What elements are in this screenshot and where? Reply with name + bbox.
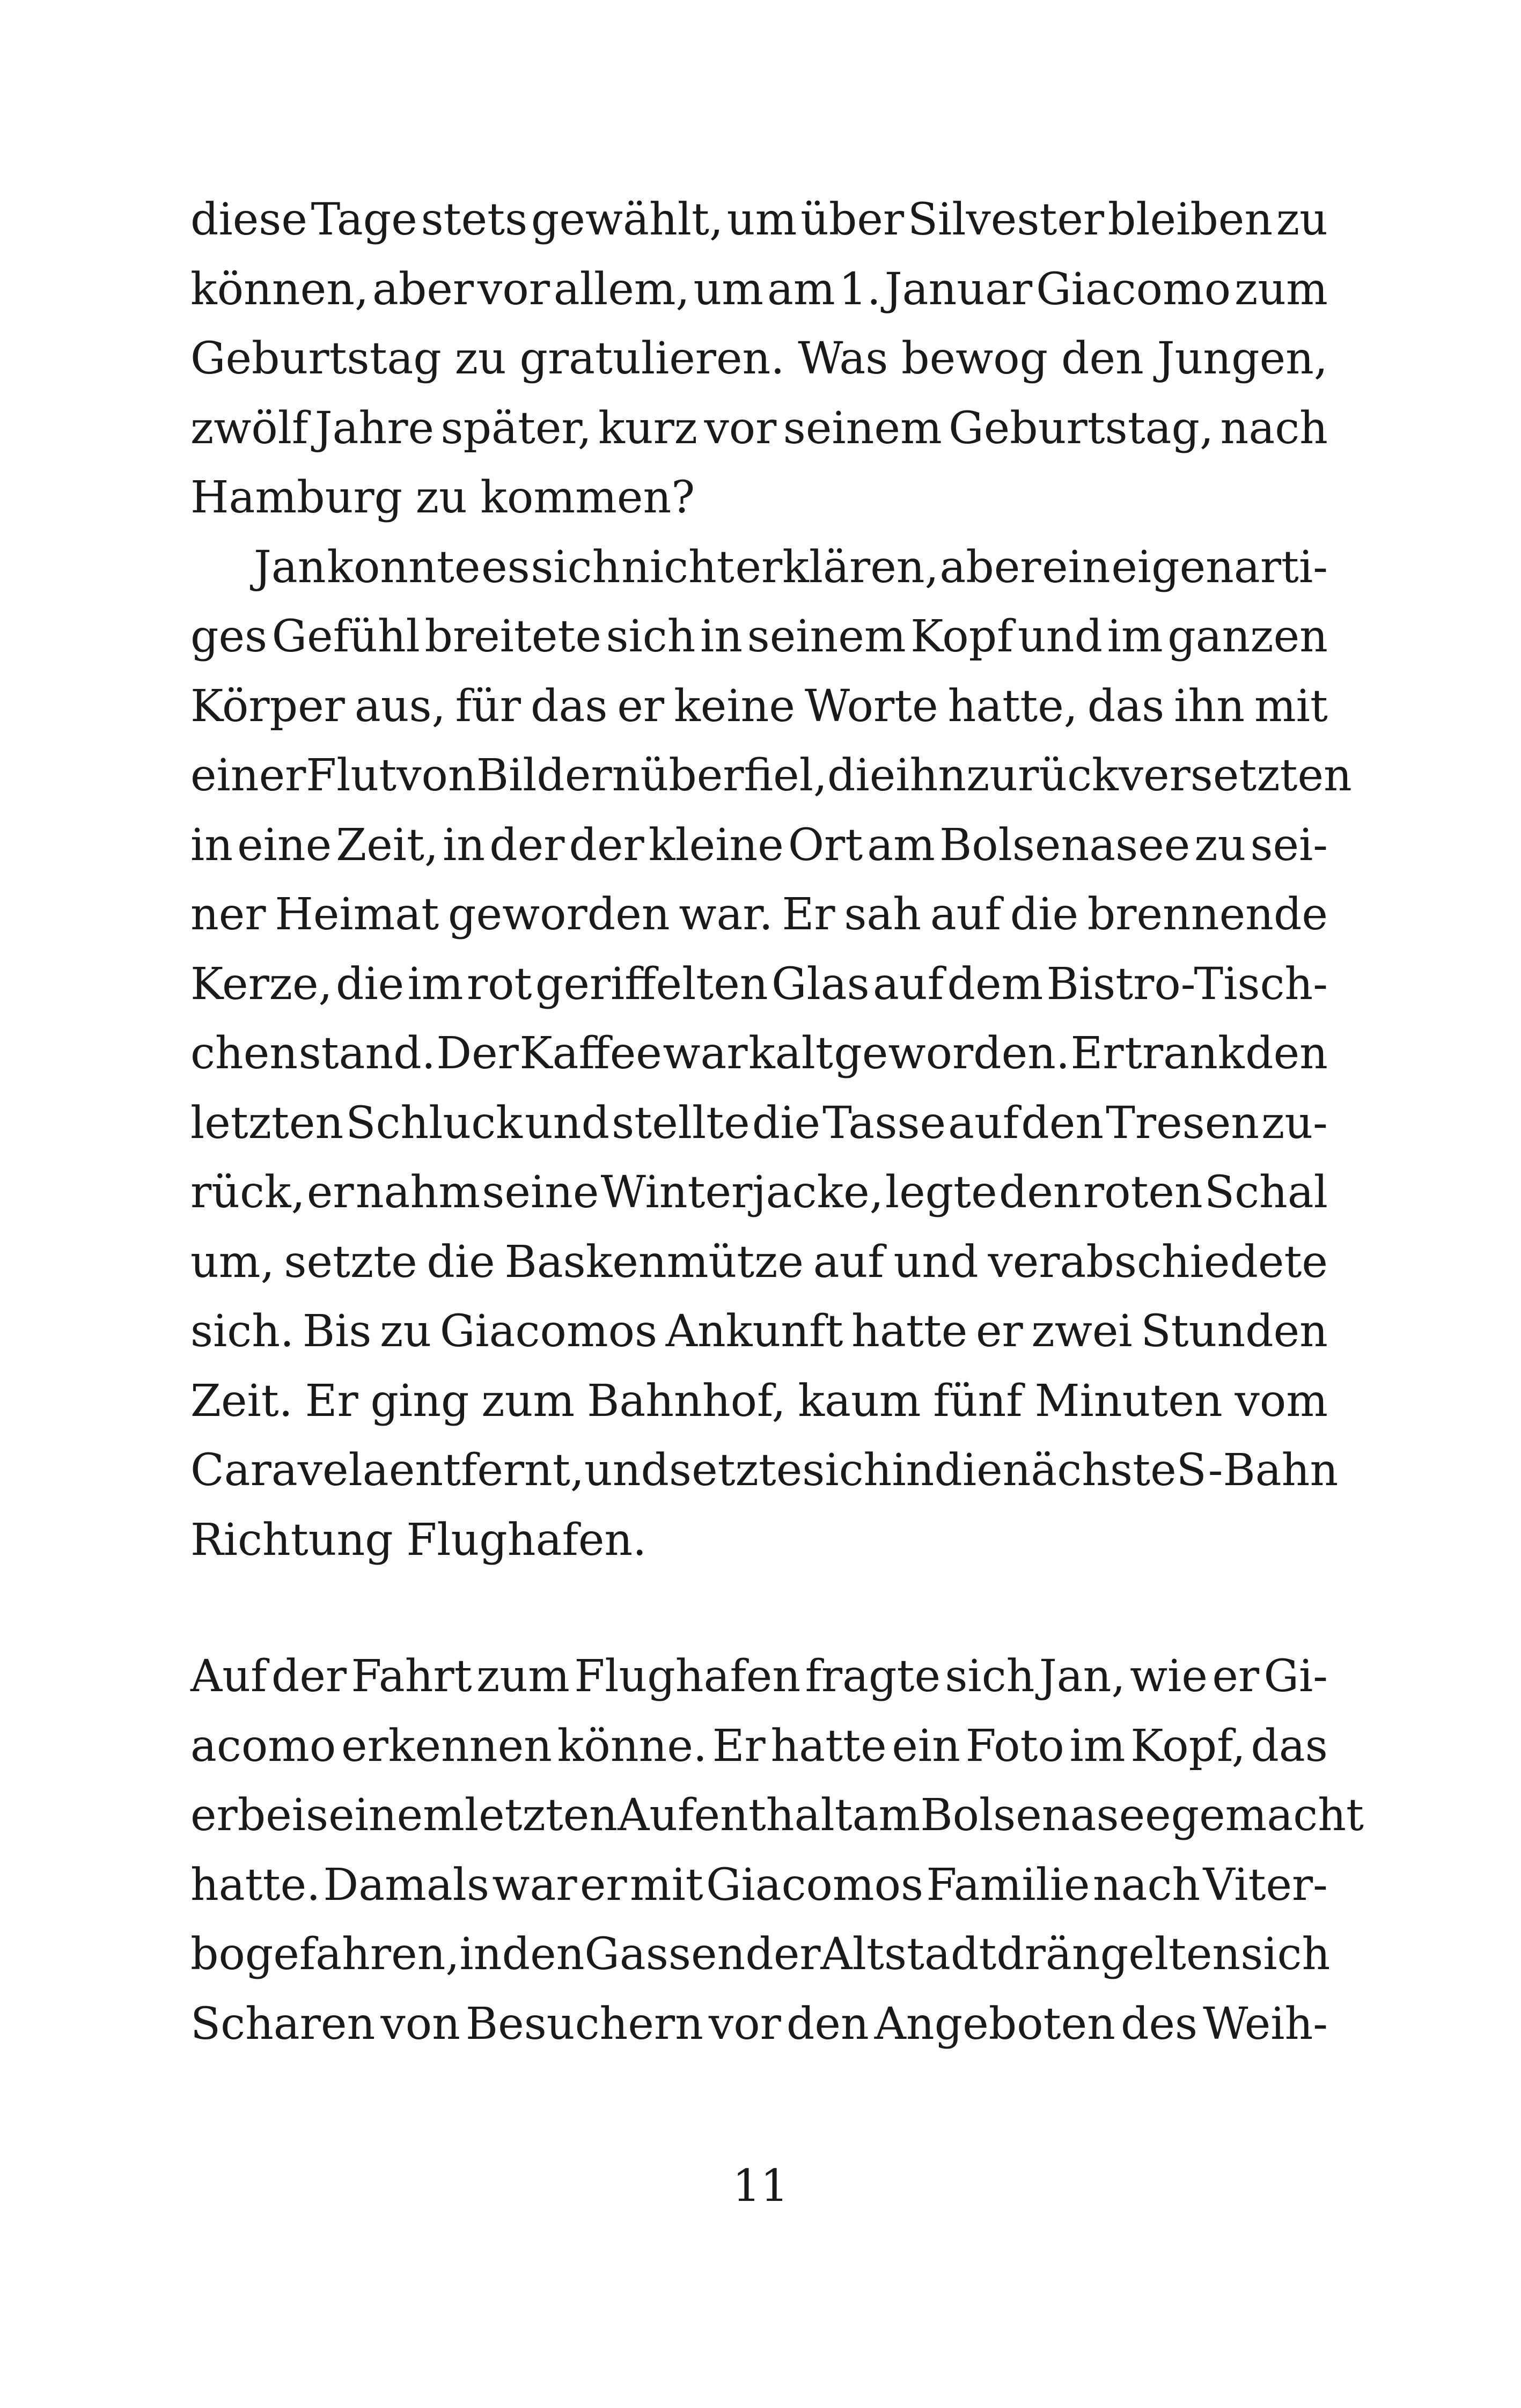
word: Flughafen. xyxy=(406,1514,647,1566)
word: Giacomos xyxy=(706,1859,924,1911)
word: gewählt, xyxy=(531,194,724,245)
word: Caravela xyxy=(190,1445,389,1496)
word: bleiben xyxy=(1107,194,1273,245)
word: die xyxy=(752,1097,821,1149)
word: Bistro-Tisch- xyxy=(1046,958,1328,1010)
word: sich xyxy=(606,611,696,662)
word: die xyxy=(827,750,896,801)
word: letzten xyxy=(190,1097,344,1149)
word: Gassen xyxy=(584,1929,746,1980)
word: Heimat xyxy=(275,889,439,940)
word: ner xyxy=(190,889,266,940)
word: zurückversetzten xyxy=(966,750,1352,801)
word: des xyxy=(1120,1998,1198,2050)
text-line xyxy=(190,602,1328,672)
word: keine xyxy=(674,680,795,732)
word: aber xyxy=(372,263,474,315)
word: in xyxy=(190,819,233,871)
word: zum xyxy=(481,1375,575,1427)
word: Januar xyxy=(884,263,1033,315)
text-line xyxy=(190,1228,1328,1297)
word: Ort xyxy=(788,819,863,871)
word: um xyxy=(693,263,764,315)
word: er xyxy=(1212,1651,1260,1702)
word: Jan, xyxy=(1039,1651,1126,1702)
word: es xyxy=(481,541,530,593)
word: gratulieren. xyxy=(519,333,785,384)
text-line xyxy=(190,741,1352,811)
word: drängelten xyxy=(996,1929,1241,1980)
word: zum xyxy=(1235,263,1328,315)
word: setzte xyxy=(284,1236,417,1288)
word: verabschiedete xyxy=(988,1236,1328,1288)
word: Winterjacke, xyxy=(600,1167,884,1218)
text-line xyxy=(190,533,1328,603)
word: rot xyxy=(466,958,532,1010)
word: Tage xyxy=(311,194,417,245)
word: Schal xyxy=(1204,1167,1328,1218)
word: Stunden xyxy=(1141,1306,1328,1357)
word: seinem xyxy=(305,1790,465,1841)
text-line xyxy=(190,811,1328,880)
word: den xyxy=(1061,333,1144,384)
text-line xyxy=(190,1019,1328,1089)
word: mit xyxy=(1254,680,1328,732)
word: mit xyxy=(629,1859,703,1911)
word: für xyxy=(455,680,521,732)
word: die xyxy=(934,1445,1003,1496)
word: Kopf xyxy=(910,611,1013,662)
word: Besuchern xyxy=(465,1998,703,2050)
word: rück, xyxy=(190,1167,305,1218)
word: erklären, xyxy=(735,541,939,593)
word: Altstadt xyxy=(820,1929,997,1980)
word: die xyxy=(1010,889,1078,940)
word: Zeit, xyxy=(336,819,439,871)
word: seinem xyxy=(783,402,942,454)
text-line xyxy=(190,1158,1328,1228)
word: aber xyxy=(939,541,1041,593)
word: den xyxy=(786,1998,869,2050)
word: kalt xyxy=(748,1028,833,1079)
word: Bahnhof, xyxy=(587,1375,786,1427)
word: war. xyxy=(679,889,773,940)
word: der xyxy=(271,1651,347,1702)
word: Ankunft xyxy=(665,1306,843,1357)
text-line xyxy=(190,1712,1328,1781)
word: bo xyxy=(190,1929,245,1980)
word: Giacomo xyxy=(1036,263,1231,315)
text-line xyxy=(190,255,1328,325)
word: hatte. xyxy=(190,1859,321,1911)
text-line xyxy=(190,1436,1339,1506)
word: entfernt, xyxy=(388,1445,584,1496)
word: hatte, xyxy=(947,680,1078,732)
text-line xyxy=(190,463,1328,533)
paragraph-3 xyxy=(190,1642,1364,2059)
word: Kerze, xyxy=(190,958,333,1010)
word: im xyxy=(1069,1720,1126,1772)
word: kleine xyxy=(648,819,784,871)
paragraph-2 xyxy=(190,533,1352,1575)
word: nicht xyxy=(621,541,734,593)
word: könne. xyxy=(557,1720,707,1772)
text-section-bottom xyxy=(190,1642,1364,2059)
word: der xyxy=(745,1929,821,1980)
word: Fahrt xyxy=(351,1651,472,1702)
text-line xyxy=(190,1920,1331,1989)
word: sich xyxy=(802,1445,892,1496)
word: in xyxy=(459,1929,502,1980)
word: kurz xyxy=(598,402,698,454)
word: brennende xyxy=(1087,889,1328,940)
word: kommen? xyxy=(480,472,695,523)
word: Er xyxy=(305,1375,358,1427)
word: nach xyxy=(1220,402,1328,454)
word: hatte xyxy=(770,1720,887,1772)
word: zu xyxy=(380,1306,432,1357)
word: in xyxy=(700,611,743,662)
word: Baskenmütze xyxy=(504,1236,804,1288)
word: er xyxy=(306,1167,354,1218)
word: vor xyxy=(704,402,777,454)
word: nahm xyxy=(355,1167,481,1218)
word: kaum xyxy=(798,1375,921,1427)
word: Der xyxy=(436,1028,519,1079)
word: war xyxy=(492,1859,577,1911)
word: Jan xyxy=(254,541,326,593)
word: in xyxy=(443,819,486,871)
word: die xyxy=(427,1236,495,1288)
word: und xyxy=(584,1445,670,1496)
word: stand. xyxy=(298,1028,436,1079)
word: im xyxy=(1107,611,1163,662)
word: geworden xyxy=(447,889,670,940)
word: der xyxy=(569,819,644,871)
word: Jungen, xyxy=(1157,333,1328,384)
word: den xyxy=(1245,1028,1328,1079)
word: Glas xyxy=(771,958,870,1010)
word: acomo xyxy=(190,1720,336,1772)
word: setzte xyxy=(669,1445,803,1496)
text-line xyxy=(190,880,1328,950)
word: auf xyxy=(930,889,1001,940)
text-line xyxy=(190,1506,1328,1575)
word: um, xyxy=(190,1236,275,1288)
word: später, xyxy=(440,402,592,454)
text-section-top xyxy=(190,185,1352,1575)
word: zu xyxy=(415,472,467,523)
word: ein xyxy=(1042,541,1111,593)
word: zum xyxy=(476,1651,570,1702)
word: und xyxy=(1018,611,1103,662)
word: Giacomos xyxy=(439,1306,658,1357)
word: ganzen xyxy=(1167,611,1328,662)
text-line xyxy=(190,672,1328,742)
word: im xyxy=(407,958,464,1010)
page-number: 11 xyxy=(732,2161,789,2212)
text-line xyxy=(190,1851,1328,1920)
word: chen xyxy=(190,1028,298,1079)
word: sich xyxy=(945,1651,1035,1702)
word: um xyxy=(726,194,797,245)
word: er xyxy=(976,1306,1023,1357)
word: Aufenthalt xyxy=(618,1790,853,1841)
word: sah xyxy=(844,889,922,940)
word: legte xyxy=(885,1167,997,1218)
word: Tasse xyxy=(822,1097,946,1149)
word: zu xyxy=(1194,819,1246,871)
word: in xyxy=(892,1445,935,1496)
word: und xyxy=(524,1097,610,1149)
word: eine xyxy=(237,819,332,871)
word: zu xyxy=(454,333,506,384)
word: den xyxy=(1021,1097,1104,1149)
word: allem, xyxy=(553,263,690,315)
word: bei xyxy=(237,1790,306,1841)
word: geworden. xyxy=(834,1028,1070,1079)
word: bewog xyxy=(901,333,1048,384)
word: Damals xyxy=(323,1859,490,1911)
word: Foto xyxy=(965,1720,1064,1772)
paragraph-1 xyxy=(190,185,1328,533)
word: der xyxy=(489,819,565,871)
word: ihn xyxy=(895,750,967,801)
word: Flughafen xyxy=(574,1651,801,1702)
word: ges xyxy=(190,611,268,662)
word: am xyxy=(867,819,935,871)
word: sich xyxy=(531,541,621,593)
word: am xyxy=(852,1790,921,1841)
word: stellte xyxy=(612,1097,750,1149)
word: Kopf, xyxy=(1130,1720,1246,1772)
word: Geburtstag xyxy=(190,333,442,384)
word: nächste xyxy=(1002,1445,1177,1496)
word: fragte xyxy=(805,1651,940,1702)
word: Tresen xyxy=(1106,1097,1260,1149)
word: Was xyxy=(798,333,888,384)
word: stets xyxy=(421,194,528,245)
word: auf xyxy=(948,1097,1019,1149)
word: hatte xyxy=(851,1306,968,1357)
word: überfiel, xyxy=(640,750,827,801)
word: geriffelten xyxy=(535,958,768,1010)
word: Minuten xyxy=(1034,1375,1223,1427)
word: Schluck xyxy=(346,1097,523,1149)
word: Gi- xyxy=(1263,1651,1328,1702)
word: und xyxy=(893,1236,979,1288)
word: Geburtstag, xyxy=(949,402,1214,454)
word: den xyxy=(998,1167,1082,1218)
word: gemacht xyxy=(1171,1790,1364,1841)
text-line xyxy=(190,185,1328,255)
word: ging xyxy=(370,1375,469,1427)
text-line xyxy=(190,950,1328,1019)
word: zwei xyxy=(1031,1306,1133,1357)
word: können, xyxy=(190,263,369,315)
word: eigenarti- xyxy=(1111,541,1328,593)
word: ein xyxy=(892,1720,960,1772)
word: fünf xyxy=(933,1375,1023,1427)
word: Angeboten xyxy=(874,1998,1115,2050)
word: das xyxy=(1087,680,1165,732)
text-line xyxy=(190,1642,1328,1712)
word: das xyxy=(1251,1720,1328,1772)
word: Bolsenasee xyxy=(939,819,1191,871)
word: Viter- xyxy=(1203,1859,1328,1911)
text-line xyxy=(190,1089,1328,1158)
word: zu xyxy=(1276,194,1328,245)
word: ihn xyxy=(1174,680,1245,732)
word: erkennen xyxy=(341,1720,552,1772)
word: auf xyxy=(813,1236,884,1288)
word: nach xyxy=(1092,1859,1201,1911)
word: Scharen xyxy=(190,1998,376,2050)
word: diese xyxy=(190,194,307,245)
word: trank xyxy=(1125,1028,1245,1079)
word: Weih- xyxy=(1203,1998,1328,2050)
word: Silvester xyxy=(907,194,1105,245)
word: Bis xyxy=(302,1306,372,1357)
word: zwölf xyxy=(190,402,308,454)
word: Worte xyxy=(804,680,938,732)
word: vom xyxy=(1235,1375,1328,1427)
word: letzten xyxy=(464,1790,618,1841)
word: Körper xyxy=(190,680,345,732)
word: Jahre xyxy=(314,402,435,454)
word: breitete xyxy=(424,611,601,662)
word: Bolsenasee xyxy=(920,1790,1171,1841)
word: am xyxy=(767,263,835,315)
word: S-Bahn xyxy=(1176,1445,1339,1496)
word: sei- xyxy=(1250,819,1328,871)
text-line xyxy=(190,394,1328,464)
word: Kaffee xyxy=(519,1028,662,1079)
word: wie xyxy=(1129,1651,1208,1702)
word: Er xyxy=(1070,1028,1124,1079)
word: Familie xyxy=(926,1859,1090,1911)
text-line xyxy=(190,1367,1328,1436)
word: roten xyxy=(1083,1167,1203,1218)
word: sich xyxy=(1240,1929,1331,1980)
word: von xyxy=(396,750,476,801)
word: Zeit. xyxy=(190,1375,293,1427)
word: dem xyxy=(947,958,1044,1010)
word: seine xyxy=(482,1167,599,1218)
word: auf xyxy=(873,958,944,1010)
word: seinem xyxy=(747,611,906,662)
word: Bildern xyxy=(476,750,641,801)
word: 1. xyxy=(839,263,881,315)
word: Auf xyxy=(190,1651,267,1702)
word: vor xyxy=(477,263,550,315)
word: Gefühl xyxy=(271,611,420,662)
word: die xyxy=(335,958,405,1010)
word: den xyxy=(502,1929,585,1980)
word: Er xyxy=(782,889,835,940)
text-line xyxy=(190,1989,1328,2059)
word: von xyxy=(380,1998,460,2050)
text-line xyxy=(190,324,1328,394)
word: Hamburg xyxy=(190,472,403,523)
word: er xyxy=(617,680,665,732)
word: war xyxy=(663,1028,748,1079)
word: über xyxy=(800,194,905,245)
word: Richtung xyxy=(190,1514,393,1566)
text-line xyxy=(190,1781,1364,1851)
word: Flut xyxy=(306,750,397,801)
word: konnte xyxy=(327,541,481,593)
word: das xyxy=(530,680,608,732)
word: vor xyxy=(708,1998,781,2050)
word: gefahren, xyxy=(245,1929,460,1980)
word: Er xyxy=(712,1720,766,1772)
word: sich. xyxy=(190,1306,295,1357)
word: er xyxy=(579,1859,627,1911)
word: zu- xyxy=(1261,1097,1328,1149)
text-line xyxy=(190,1297,1328,1367)
word: einer xyxy=(190,750,306,801)
word: er xyxy=(190,1790,238,1841)
word: aus, xyxy=(354,680,446,732)
